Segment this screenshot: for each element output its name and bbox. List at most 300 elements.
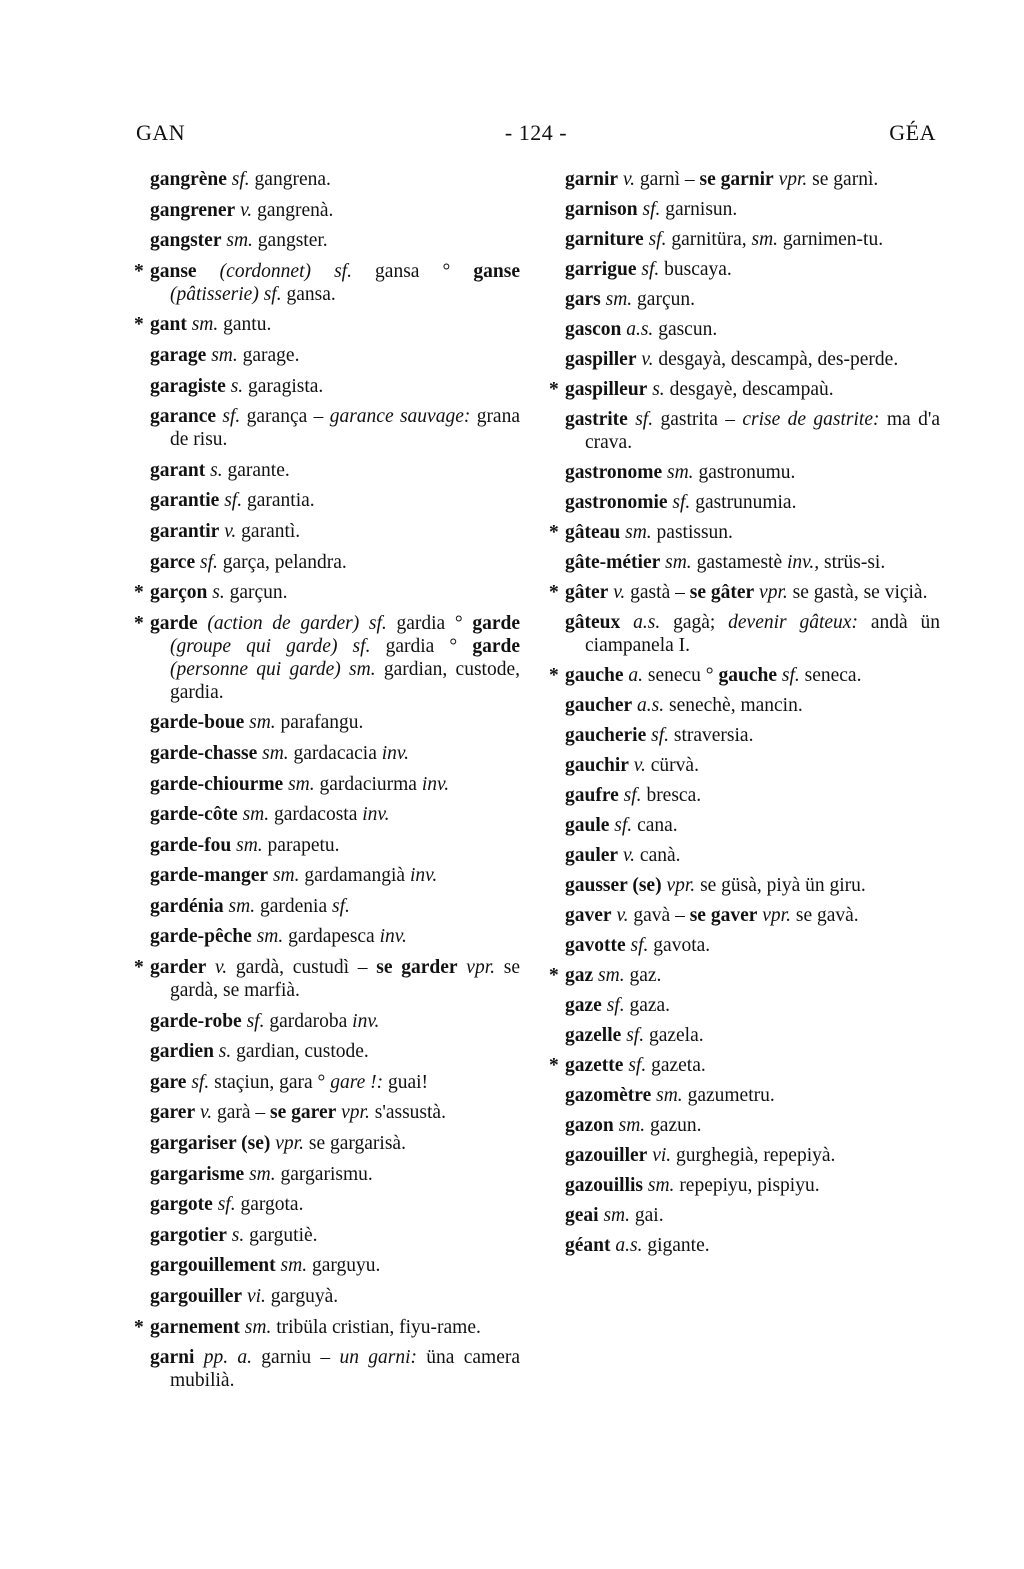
headword: gastrite (565, 409, 628, 430)
dictionary-entry (565, 198, 940, 221)
translation: garnitüra, (666, 229, 752, 250)
grammar-label: s. (226, 1224, 245, 1246)
headword: garde-côte (150, 804, 238, 826)
translation: repepiyu, pispiyu. (674, 1175, 820, 1196)
headword: gascon (565, 319, 622, 340)
grammar-label: v. (219, 520, 237, 542)
asterisk-mark: * (549, 582, 559, 603)
grammar-label: un garni: (339, 1347, 417, 1369)
headword: gaucher (565, 695, 633, 716)
translation: grana de risu. (170, 406, 520, 451)
translation: gansa ° (351, 260, 474, 282)
grammar-label: sf. (601, 995, 625, 1016)
grammar-label: a.s. (632, 695, 665, 716)
translation: gazumetru. (682, 1085, 775, 1106)
grammar-label: a.s. (610, 1235, 643, 1256)
grammar-label: sf. (212, 1194, 236, 1216)
grammar-label: v. (195, 1102, 213, 1124)
headword: garnement (150, 1316, 240, 1338)
translation: gazeta. (646, 1055, 706, 1076)
dictionary-entry (150, 199, 520, 222)
grammar-label: v. (618, 169, 636, 190)
grammar-label: sm. (186, 314, 219, 336)
dictionary-entry (150, 895, 520, 918)
grammar-label: sf. (219, 490, 243, 512)
translation: tribüla cristian, fiyu-rame. (271, 1316, 481, 1338)
dictionary-entry (150, 168, 520, 191)
grammar-label: sm. (221, 230, 253, 252)
translation: gardamangià (299, 865, 410, 887)
dictionary-entry (565, 784, 940, 807)
grammar-label: sm. (231, 834, 263, 856)
headword: gauche (718, 665, 777, 686)
translation: senechè, mancin. (664, 695, 803, 716)
translation: gavota. (648, 935, 711, 956)
translation: gardia ° (386, 612, 473, 634)
asterisk-mark: * (134, 260, 144, 282)
dictionary-entry (150, 551, 520, 574)
dictionary-entry (565, 348, 940, 371)
headword: gaufre (565, 785, 619, 806)
translation: gigante. (642, 1235, 710, 1256)
dictionary-entry (565, 994, 940, 1017)
grammar-label: v. (618, 845, 636, 866)
dictionary-entry (565, 491, 940, 514)
asterisk-mark: * (549, 1055, 559, 1076)
translation: se güsà, piyà ün giru. (695, 875, 866, 896)
grammar-label: v. (636, 349, 654, 370)
grammar-label: s. (647, 379, 665, 400)
headword: gâte-métier (565, 552, 661, 573)
translation: gavà – (628, 905, 690, 926)
dictionary-entry (134, 612, 520, 704)
grammar-label: sf. (623, 1055, 647, 1076)
grammar-label: sf. (241, 1010, 265, 1032)
dictionary-entry (150, 711, 520, 734)
headword: gardénia (150, 895, 224, 917)
dictionary-entry (549, 581, 940, 604)
dictionary-entry (565, 611, 940, 657)
grammar-label: sm. (239, 1316, 272, 1338)
grammar-label: inv. (362, 804, 390, 826)
page-number: - 124 - (504, 120, 568, 145)
translation: andà ün ciampanela I. (585, 612, 940, 656)
translation: gazela. (644, 1025, 704, 1046)
translation: staçiun, gara ° (209, 1071, 331, 1093)
dictionary-entry (150, 229, 520, 252)
translation: parapetu. (262, 834, 340, 856)
dictionary-entry (150, 1193, 520, 1216)
headword: gangster (150, 230, 222, 252)
grammar-label: sf. (636, 259, 660, 280)
grammar-label: v. (611, 905, 629, 926)
translation: guai! (383, 1071, 429, 1093)
dictionary-entry (565, 408, 940, 454)
dictionary-entry (134, 581, 520, 604)
grammar-label: sf. (646, 725, 669, 746)
grammar-label: sm. (751, 229, 779, 250)
headword: gauler (565, 845, 619, 866)
translation: pastissun. (651, 522, 733, 543)
translation: canà. (635, 845, 681, 866)
headword: garantie (150, 490, 220, 512)
headword: gaspiller (565, 349, 637, 370)
grammar-label: sm. (244, 712, 276, 734)
headword: garnison (565, 199, 638, 220)
headword: gargouillement (150, 1255, 276, 1277)
headword: gargote (150, 1194, 213, 1216)
translation: garança – (240, 406, 330, 428)
translation: garà – (212, 1102, 271, 1124)
translation: garnì – (635, 169, 700, 190)
translation: gantu. (218, 314, 272, 336)
headword: garage (150, 344, 207, 366)
dictionary-entry (565, 1084, 940, 1107)
grammar-label: vi. (647, 1145, 672, 1166)
dictionary-entry (565, 168, 940, 191)
translation: desgayà, descampà, des-perde. (653, 349, 899, 370)
grammar-label: vpr. (754, 582, 788, 603)
dictionary-entry (565, 1024, 940, 1047)
translation: garnisun. (660, 199, 738, 220)
headword: gaver (565, 905, 612, 926)
translation: gastà – (625, 582, 690, 603)
dictionary-entry (565, 288, 940, 311)
dictionary-entry (565, 1204, 940, 1227)
asterisk-mark: * (134, 957, 144, 979)
grammar-label: inv., (787, 552, 820, 573)
dictionary-entry (150, 925, 520, 948)
translation: gardacacia (288, 742, 382, 764)
headword: geai (565, 1205, 599, 1226)
translation: bresca. (641, 785, 702, 806)
grammar-label: inv. (409, 865, 438, 887)
translation: garage. (237, 344, 300, 366)
dictionary-entry (150, 834, 520, 857)
grammar-label: sm. (660, 552, 692, 573)
translation: gastamestè (691, 552, 787, 573)
grammar-label: s. (207, 582, 225, 604)
translation: strüs-si. (819, 552, 886, 573)
dictionary-entry (549, 521, 940, 544)
translation: gardian, custode, gardia. (170, 658, 520, 703)
left-column (134, 168, 520, 1400)
headword: gastronomie (565, 492, 668, 513)
asterisk-mark: * (134, 1316, 144, 1338)
grammar-label: sf. (186, 1071, 210, 1093)
translation: gangrena. (249, 169, 331, 190)
translation: buscaya. (659, 259, 732, 280)
headword: gars (565, 289, 601, 310)
headword: gazomètre (565, 1085, 652, 1106)
grammar-label: vpr. (336, 1102, 370, 1124)
headword: garantir (150, 520, 220, 542)
headword: gangrener (150, 199, 236, 221)
header-left-guideword: GAN (136, 120, 186, 145)
headword: gâter (565, 582, 609, 603)
headword: se gâter (689, 582, 755, 603)
headword: se garer (270, 1102, 337, 1124)
headword: garde-chasse (150, 742, 258, 764)
headword: gardien (150, 1041, 214, 1063)
headword: gazelle (565, 1025, 622, 1046)
translation: gastronumu. (693, 462, 796, 483)
dictionary-entry (150, 1346, 520, 1392)
grammar-label: crise de gastrite: (742, 409, 880, 430)
translation: se gavà. (791, 905, 859, 926)
headword: gazouillis (565, 1175, 644, 1196)
headword: garde (472, 635, 520, 657)
headword: garde (150, 612, 198, 634)
headword: garder (150, 957, 207, 979)
translation: gardacosta (269, 804, 363, 826)
translation: gastrunumia. (690, 492, 797, 513)
translation: gaz. (624, 965, 662, 986)
dictionary-entry (150, 1071, 520, 1094)
grammar-label: sm. (651, 1085, 683, 1106)
grammar-label: (action de garder) sf. (197, 612, 387, 634)
grammar-label: sm. (206, 344, 238, 366)
grammar-label: sm. (662, 462, 694, 483)
dictionary-entry (565, 318, 940, 341)
headword: se garder (376, 957, 458, 979)
translation: cana. (632, 815, 678, 836)
grammar-label: sf. (776, 665, 800, 686)
grammar-label: sm. (600, 289, 633, 310)
asterisk-mark: * (134, 612, 144, 634)
asterisk-mark: * (134, 582, 144, 604)
header-right-guideword: GÉA (889, 120, 936, 145)
grammar-label: sm. (598, 1205, 630, 1226)
translation: gargota. (235, 1194, 304, 1216)
asterisk-mark: * (549, 965, 559, 986)
headword: gâteau (565, 522, 621, 543)
dictionary-entry (150, 1254, 520, 1277)
grammar-label: sf. (627, 409, 654, 430)
grammar-label: inv. (381, 742, 410, 764)
headword: garagiste (150, 375, 226, 397)
translation: gangrenà. (252, 199, 334, 221)
headword: gargarisme (150, 1163, 245, 1185)
headword: gazette (565, 1055, 624, 1076)
grammar-label: vpr. (457, 957, 495, 979)
dictionary-entry (549, 964, 940, 987)
asterisk-mark: * (549, 665, 559, 686)
translation: gazun. (645, 1115, 702, 1136)
translation: gargutiè. (244, 1224, 318, 1246)
headword: garçon (150, 582, 208, 604)
grammar-label: inv. (379, 926, 407, 948)
dictionary-entry (565, 754, 940, 777)
dictionary-entry (150, 864, 520, 887)
headword: gavotte (565, 935, 626, 956)
grammar-label: sm. (251, 926, 284, 948)
translation: garante. (222, 459, 290, 481)
translation: garçun. (632, 289, 695, 310)
translation: gastrita – (653, 409, 743, 430)
headword: gazon (565, 1115, 614, 1136)
translation: parafangu. (275, 712, 364, 734)
grammar-label: vpr. (661, 875, 696, 896)
grammar-label: a. (623, 665, 643, 686)
translation: garantì. (236, 520, 301, 542)
grammar-label: sm. (620, 522, 652, 543)
dictionary-entry (565, 874, 940, 897)
headword: garnir (565, 169, 619, 190)
headword: garce (150, 551, 196, 573)
dictionary-entry (565, 1114, 940, 1137)
grammar-label: v. (628, 755, 646, 776)
grammar-label: sm. (237, 804, 270, 826)
dictionary-entry (150, 520, 520, 543)
dictionary-entry (549, 1054, 940, 1077)
headword: se garnir (699, 169, 774, 190)
asterisk-mark: * (549, 522, 559, 543)
grammar-label: sf. (621, 1025, 645, 1046)
dictionary-entry (565, 904, 940, 927)
right-column (549, 168, 940, 1264)
grammar-label: vpr. (757, 905, 791, 926)
grammar-label: sf. (331, 895, 350, 917)
translation: gardapesca (283, 926, 380, 948)
grammar-label: sf. (216, 406, 241, 428)
dictionary-entry (565, 934, 940, 957)
grammar-label: sf. (625, 935, 649, 956)
headword: garniture (565, 229, 644, 250)
translation: s'assustà. (369, 1102, 446, 1124)
dictionary-entry (150, 1101, 520, 1124)
headword: garde-manger (150, 865, 269, 887)
translation: gargarismu. (275, 1163, 373, 1185)
headword: garde (472, 612, 520, 634)
translation: senecu ° (643, 665, 719, 686)
translation: gurghegià, repepiyà. (671, 1145, 836, 1166)
translation: cürvà. (645, 755, 699, 776)
dictionary-entry (150, 1040, 520, 1063)
headword: gaspilleur (565, 379, 648, 400)
translation: gardaroba (264, 1010, 353, 1032)
translation: desgayè, descampaù. (664, 379, 834, 400)
headword: ganse (473, 260, 520, 282)
dictionary-entry (150, 803, 520, 826)
grammar-label: sm. (593, 965, 625, 986)
headword: gargariser (se) (150, 1133, 271, 1155)
grammar-label: sf. (643, 229, 667, 250)
grammar-label: s. (205, 459, 223, 481)
translation: gaza. (624, 995, 671, 1016)
grammar-label: inv. (352, 1010, 380, 1032)
translation: se gargarisà. (303, 1133, 406, 1155)
grammar-label: vi. (242, 1286, 266, 1307)
headword: gastronome (565, 462, 663, 483)
grammar-label: inv. (421, 773, 450, 795)
translation: garniu – (252, 1347, 340, 1369)
dictionary-entry (549, 378, 940, 401)
grammar-label: v. (235, 199, 253, 221)
dictionary-entry (150, 1224, 520, 1247)
grammar-label: vpr. (270, 1133, 304, 1155)
headword: gare (150, 1071, 187, 1093)
headword: gant (150, 314, 187, 336)
headword: gangrène (150, 169, 227, 190)
grammar-label: s. (225, 375, 244, 397)
grammar-label: sm. (283, 773, 315, 795)
dictionary-entry (150, 459, 520, 482)
grammar-label: devenir gâteux: (728, 612, 858, 633)
headword: gausser (se) (565, 875, 662, 896)
translation: garagista. (243, 375, 324, 397)
translation: seneca. (799, 665, 862, 686)
page-header (136, 120, 936, 150)
dictionary-entry (565, 1174, 940, 1197)
translation: se gastà, se viçià. (787, 582, 928, 603)
dictionary-entry (150, 344, 520, 367)
grammar-label: sf. (637, 199, 661, 220)
translation: garçun. (224, 582, 288, 604)
translation: garça, pelandra. (217, 551, 347, 573)
dictionary-entry (565, 844, 940, 867)
dictionary-entry (565, 461, 940, 484)
asterisk-mark: * (549, 379, 559, 400)
dictionary-entry (565, 694, 940, 717)
headword: garde-boue (150, 712, 245, 734)
dictionary-entry (549, 664, 940, 687)
headword: garde-chiourme (150, 773, 284, 795)
headword: garni (150, 1347, 195, 1369)
grammar-label: s. (213, 1041, 232, 1063)
headword: garde-pêche (150, 926, 252, 948)
translation: garguyà. (265, 1286, 339, 1307)
headword: gauchir (565, 755, 629, 776)
dictionary-entry (150, 1285, 520, 1308)
dictionary-entry (150, 742, 520, 765)
grammar-label: (groupe qui garde) sf. (170, 635, 371, 657)
grammar-label: sf. (667, 492, 691, 513)
headword: garance (150, 406, 217, 428)
dictionary-entry (150, 489, 520, 512)
grammar-label: sm. (223, 895, 256, 917)
headword: gâteux (565, 612, 621, 633)
dictionary-entry (565, 228, 940, 251)
headword: gaze (565, 995, 602, 1016)
headword: se gaver (689, 905, 758, 926)
grammar-label: gare !: (330, 1071, 384, 1093)
headword: gauche (565, 665, 624, 686)
headword: ganse (150, 260, 197, 282)
dictionary-entry (565, 814, 940, 837)
headword: garrigue (565, 259, 637, 280)
dictionary-entry (150, 1010, 520, 1033)
dictionary-entry (134, 956, 520, 1002)
grammar-label: sm. (643, 1175, 675, 1196)
grammar-label: a.s. (621, 319, 654, 340)
asterisk-mark: * (134, 314, 144, 336)
grammar-label: v. (608, 582, 626, 603)
translation: ma d'a crava. (585, 409, 940, 453)
translation: gardian, custode. (231, 1041, 369, 1063)
grammar-label: sf. (195, 551, 218, 573)
dictionary-entry (565, 1234, 940, 1257)
translation: gardaciurma (314, 773, 422, 795)
translation: gardà, custudì – (227, 957, 377, 979)
translation: se gardà, se marfià. (170, 957, 520, 1002)
headword: garer (150, 1102, 196, 1124)
grammar-label: a.s. (620, 612, 661, 633)
grammar-label: sm. (613, 1115, 646, 1136)
translation: straversia. (669, 725, 754, 746)
headword: garant (150, 459, 206, 481)
translation: gangster. (252, 230, 328, 252)
